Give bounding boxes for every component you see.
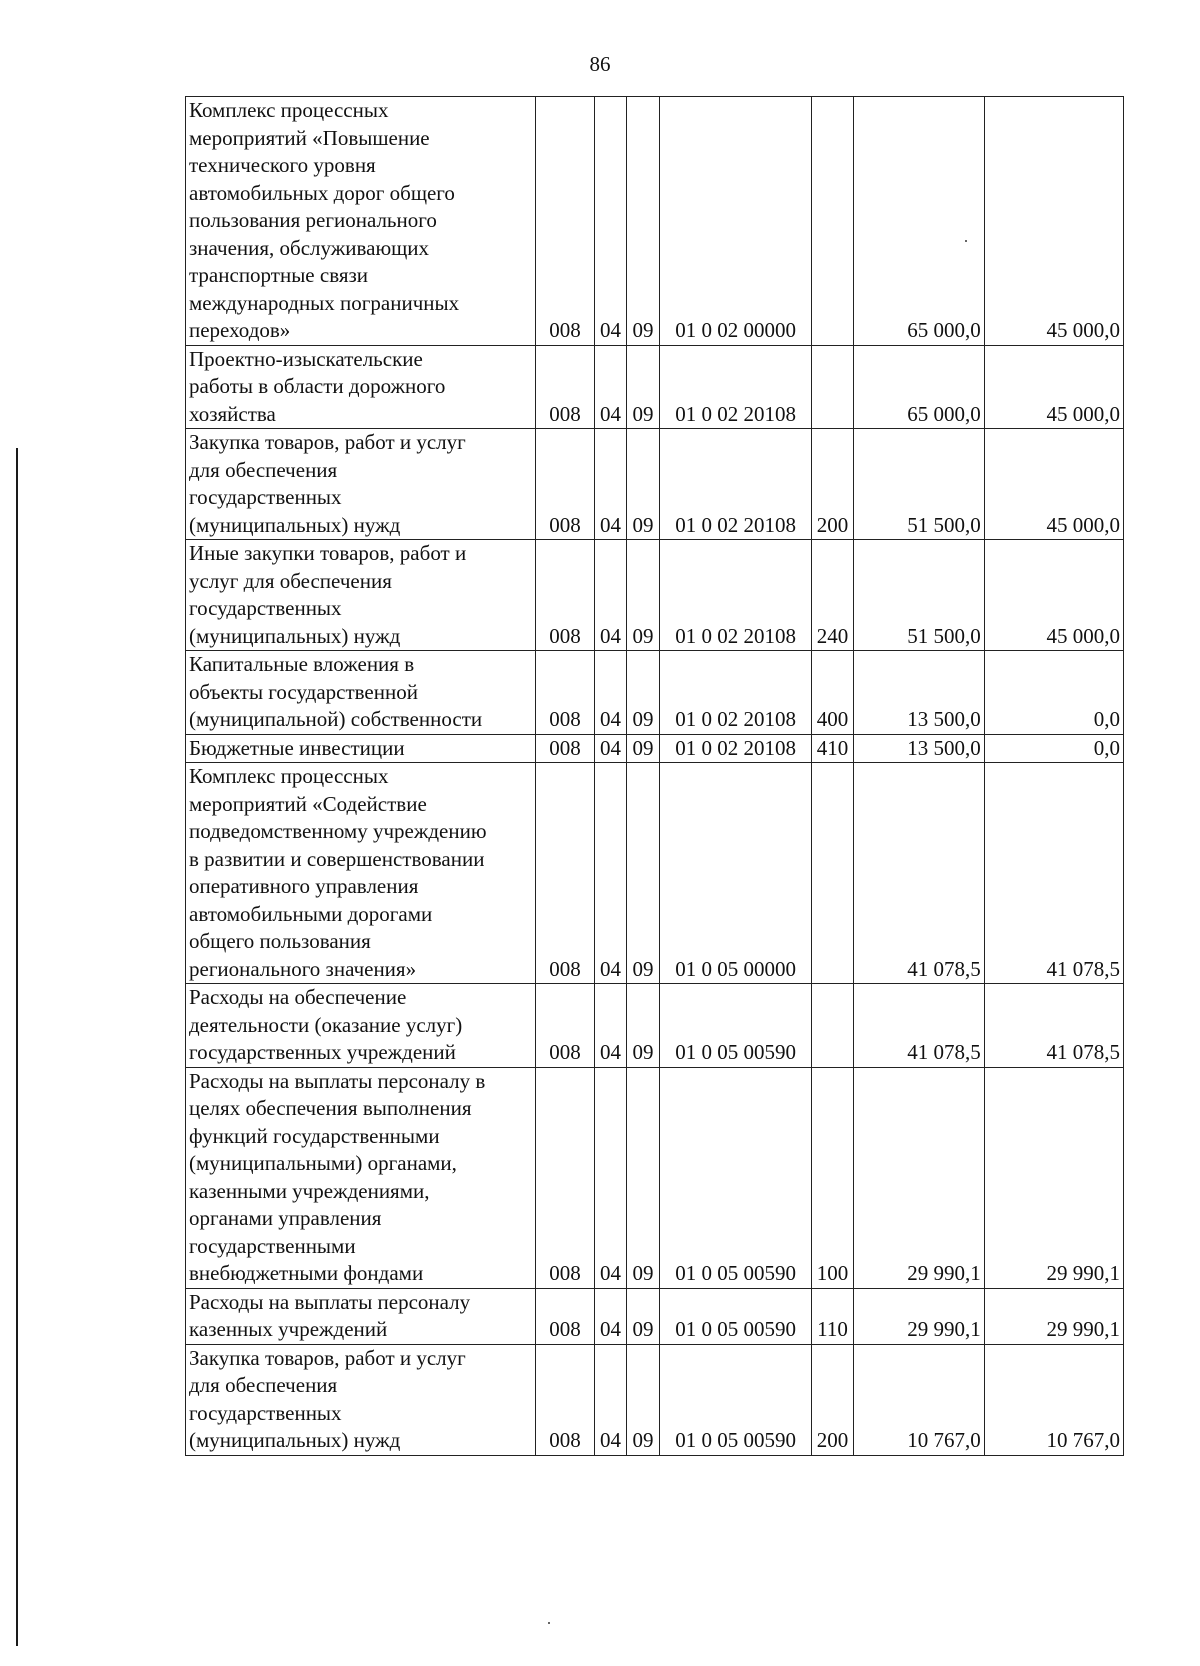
target-article-code-text: 01 0 05 00590 (675, 1428, 796, 1452)
amount-year-1 (853, 763, 984, 984)
amount-year-2-text: 45 000,0 (1046, 623, 1120, 648)
section-code (595, 651, 626, 735)
table-row (186, 540, 1124, 651)
table-row (186, 984, 1124, 1068)
amount-year-2 (984, 540, 1123, 651)
amount-year-2-text: 29 990,1 (1046, 1317, 1120, 1341)
row-name-text: Закупка товаров, работ и услуг для обеспечения государственных (муниципальных) нужд (189, 1345, 466, 1452)
amount-year-1-text: 13 500,0 (907, 735, 981, 760)
expense-type-code (812, 651, 854, 735)
section-code (595, 540, 626, 651)
expense-type-code (812, 984, 854, 1068)
amount-year-1-text: 51 500,0 (907, 623, 981, 648)
target-article-code (660, 1288, 812, 1344)
amount-year-2-text: 45 000,0 (1046, 512, 1120, 537)
table-row (186, 97, 1124, 346)
target-article-code (660, 540, 812, 651)
row-name-text: Расходы на выплаты персоналу в целях обеспечения выполнения функций государственными (муниципальными) органами, казенными учреждениями, органами управления государственными внебюджетными фондами (189, 1068, 486, 1285)
subsection-code-text: 09 (632, 401, 654, 426)
target-article-code-text: 01 0 02 20108 (675, 512, 796, 537)
target-article-code (660, 97, 812, 346)
table-row (186, 1344, 1124, 1455)
expense-type-code (812, 1344, 854, 1455)
amount-year-1-text: 41 078,5 (907, 1040, 981, 1064)
row-name (186, 1067, 536, 1288)
department-code-text: 008 (549, 1261, 581, 1285)
row-name (186, 651, 536, 735)
department-code (535, 763, 595, 984)
amount-year-2 (984, 984, 1123, 1068)
amount-year-1-text: 51 500,0 (907, 512, 981, 537)
expense-type-code-text: 400 (816, 707, 849, 731)
expense-type-code (812, 734, 854, 763)
amount-year-1 (853, 97, 984, 346)
department-code (535, 984, 595, 1068)
amount-year-1-text: 41 078,5 (907, 956, 981, 981)
department-code (535, 97, 595, 346)
department-code-text: 008 (549, 956, 581, 981)
subsection-code-text: 09 (632, 1317, 654, 1341)
target-article-code-text: 01 0 02 20108 (675, 707, 796, 731)
expense-type-code-text: 110 (817, 1317, 848, 1341)
target-article-code (660, 1344, 812, 1455)
section-code (595, 984, 626, 1068)
department-code-text: 008 (549, 735, 581, 760)
expense-type-code-text: 200 (816, 1428, 849, 1452)
section-code (595, 1344, 626, 1455)
subsection-code-text: 09 (632, 318, 654, 342)
subsection-code (626, 97, 660, 346)
row-name (186, 429, 536, 540)
row-name-text: Закупка товаров, работ и услуг для обеспечения государственных (муниципальных) нужд (189, 430, 466, 537)
department-code (535, 429, 595, 540)
expense-type-code (812, 97, 854, 346)
subsection-code-text: 09 (632, 1040, 654, 1064)
amount-year-1-text: 29 990,1 (907, 1317, 981, 1341)
expense-type-code-text: 410 (816, 735, 849, 760)
subsection-code (626, 651, 660, 735)
row-name-text: Иные закупки товаров, работ и услуг для обеспечения государственных (муниципальных) нужд (189, 541, 467, 648)
row-name-text: Комплекс процессных мероприятий «Содействие подведомственному учреждению в развитии и совершенствовании оперативного управления автомобильными дорогами общего пользования регионального значения» (189, 764, 487, 981)
amount-year-2 (984, 1067, 1123, 1288)
amount-year-2 (984, 1288, 1123, 1344)
subsection-code (626, 1344, 660, 1455)
table-row (186, 763, 1124, 984)
expense-type-code-text: 200 (816, 512, 849, 537)
expense-type-code-text: 100 (816, 1261, 849, 1285)
section-code (595, 1288, 626, 1344)
expense-type-code (812, 429, 854, 540)
table-row (186, 1067, 1124, 1288)
subsection-code (626, 345, 660, 429)
table-row (186, 429, 1124, 540)
subsection-code-text: 09 (632, 1428, 654, 1452)
department-code (535, 651, 595, 735)
row-name (186, 984, 536, 1068)
department-code (535, 1288, 595, 1344)
section-code (595, 429, 626, 540)
row-name-text: Комплекс процессных мероприятий «Повышение технического уровня автомобильных дорог общего пользования регионального значения, обслуживающих транспортные связи международных пограничных переходов» (189, 98, 460, 342)
section-code (595, 97, 626, 346)
row-name (186, 1288, 536, 1344)
amount-year-1 (853, 429, 984, 540)
amount-year-2 (984, 345, 1123, 429)
amount-year-2 (984, 97, 1123, 346)
department-code-text: 008 (549, 623, 581, 648)
amount-year-2-text: 10 767,0 (1046, 1428, 1120, 1452)
subsection-code-text: 09 (632, 512, 654, 537)
row-name-text: Расходы на обеспечение деятельности (оказание услуг) государственных учреждений (189, 985, 463, 1064)
subsection-code (626, 734, 660, 763)
expense-type-code (812, 1288, 854, 1344)
expense-type-code (812, 345, 854, 429)
amount-year-1-text: 29 990,1 (907, 1261, 981, 1285)
section-code-text: 04 (600, 956, 622, 981)
amount-year-2-text: 0,0 (1093, 735, 1120, 760)
row-name (186, 540, 536, 651)
department-code-text: 008 (549, 1317, 581, 1341)
target-article-code (660, 429, 812, 540)
department-code (535, 1067, 595, 1288)
target-article-code (660, 984, 812, 1068)
target-article-code-text: 01 0 05 00590 (675, 1317, 796, 1341)
section-code-text: 04 (600, 401, 622, 426)
section-code-text: 04 (600, 512, 622, 537)
subsection-code (626, 1067, 660, 1288)
subsection-code (626, 540, 660, 651)
target-article-code (660, 1067, 812, 1288)
amount-year-1-text: 65 000,0 (907, 318, 981, 342)
expense-type-code (812, 540, 854, 651)
department-code-text: 008 (549, 707, 581, 731)
page-number: 86 (589, 52, 611, 76)
section-code-text: 04 (600, 1428, 622, 1452)
table-row (186, 734, 1124, 763)
section-code-text: 04 (600, 1261, 622, 1285)
expense-type-code-text: 240 (816, 623, 849, 648)
department-code-text: 008 (549, 1428, 581, 1452)
target-article-code-text: 01 0 02 20108 (675, 401, 796, 426)
section-code-text: 04 (600, 1040, 622, 1064)
amount-year-2-text: 0,0 (1093, 707, 1120, 731)
amount-year-1 (853, 1344, 984, 1455)
row-name (186, 97, 536, 346)
amount-year-2-text: 45 000,0 (1046, 318, 1120, 342)
amount-year-1 (853, 1067, 984, 1288)
table-row (186, 345, 1124, 429)
budget-table (185, 96, 1124, 1456)
expense-type-code (812, 1067, 854, 1288)
subsection-code (626, 763, 660, 984)
department-code (535, 1344, 595, 1455)
subsection-code (626, 429, 660, 540)
department-code (535, 345, 595, 429)
section-code-text: 04 (600, 623, 622, 648)
subsection-code (626, 1288, 660, 1344)
row-name-text: Расходы на выплаты персоналу казенных учреждений (189, 1289, 471, 1341)
department-code (535, 734, 595, 763)
amount-year-2 (984, 763, 1123, 984)
target-article-code-text: 01 0 05 00000 (675, 956, 796, 981)
subsection-code-text: 09 (632, 707, 654, 731)
amount-year-2-text: 41 078,5 (1046, 1040, 1120, 1064)
amount-year-2-text: 29 990,1 (1046, 1261, 1120, 1285)
amount-year-1-text: 10 767,0 (907, 1428, 981, 1452)
amount-year-1 (853, 345, 984, 429)
department-code-text: 008 (549, 1040, 581, 1064)
target-article-code-text: 01 0 02 00000 (675, 318, 796, 342)
row-name-text: Капитальные вложения в объекты государственной (муниципальной) собственности (189, 652, 483, 731)
subsection-code-text: 09 (632, 623, 654, 648)
target-article-code-text: 01 0 05 00590 (675, 1040, 796, 1064)
subsection-code (626, 984, 660, 1068)
target-article-code-text: 01 0 02 20108 (675, 735, 796, 760)
section-code-text: 04 (600, 735, 622, 760)
section-code-text: 04 (600, 318, 622, 342)
section-code (595, 763, 626, 984)
section-code-text: 04 (600, 707, 622, 731)
department-code-text: 008 (549, 401, 581, 426)
department-code-text: 008 (549, 318, 581, 342)
row-name (186, 1344, 536, 1455)
amount-year-2 (984, 1344, 1123, 1455)
row-name (186, 734, 536, 763)
row-name-text: Проектно-изыскательские работы в области дорожного хозяйства (189, 346, 446, 426)
table-row (186, 1288, 1124, 1344)
amount-year-1 (853, 984, 984, 1068)
target-article-code (660, 734, 812, 763)
amount-year-2 (984, 651, 1123, 735)
amount-year-1 (853, 651, 984, 735)
target-article-code-text: 01 0 05 00590 (675, 1261, 796, 1285)
amount-year-2-text: 45 000,0 (1046, 401, 1120, 426)
expense-type-code (812, 763, 854, 984)
amount-year-1-text: 13 500,0 (907, 707, 981, 731)
table-row (186, 651, 1124, 735)
row-name (186, 763, 536, 984)
department-code (535, 540, 595, 651)
target-article-code (660, 345, 812, 429)
department-code-text: 008 (549, 512, 581, 537)
subsection-code-text: 09 (632, 956, 654, 981)
scan-speck (548, 1622, 550, 1624)
target-article-code-text: 01 0 02 20108 (675, 623, 796, 648)
section-code (595, 1067, 626, 1288)
section-code (595, 734, 626, 763)
amount-year-1 (853, 1288, 984, 1344)
amount-year-1 (853, 540, 984, 651)
section-code (595, 345, 626, 429)
amount-year-2 (984, 734, 1123, 763)
section-code-text: 04 (600, 1317, 622, 1341)
target-article-code (660, 651, 812, 735)
amount-year-2 (984, 429, 1123, 540)
target-article-code (660, 763, 812, 984)
amount-year-2-text: 41 078,5 (1046, 956, 1120, 981)
amount-year-1 (853, 734, 984, 763)
subsection-code-text: 09 (632, 735, 654, 760)
subsection-code-text: 09 (632, 1261, 654, 1285)
row-name-text: Бюджетные инвестиции (189, 735, 405, 760)
scan-edge-line (16, 448, 18, 1646)
row-name (186, 345, 536, 429)
amount-year-1-text: 65 000,0 (907, 401, 981, 426)
